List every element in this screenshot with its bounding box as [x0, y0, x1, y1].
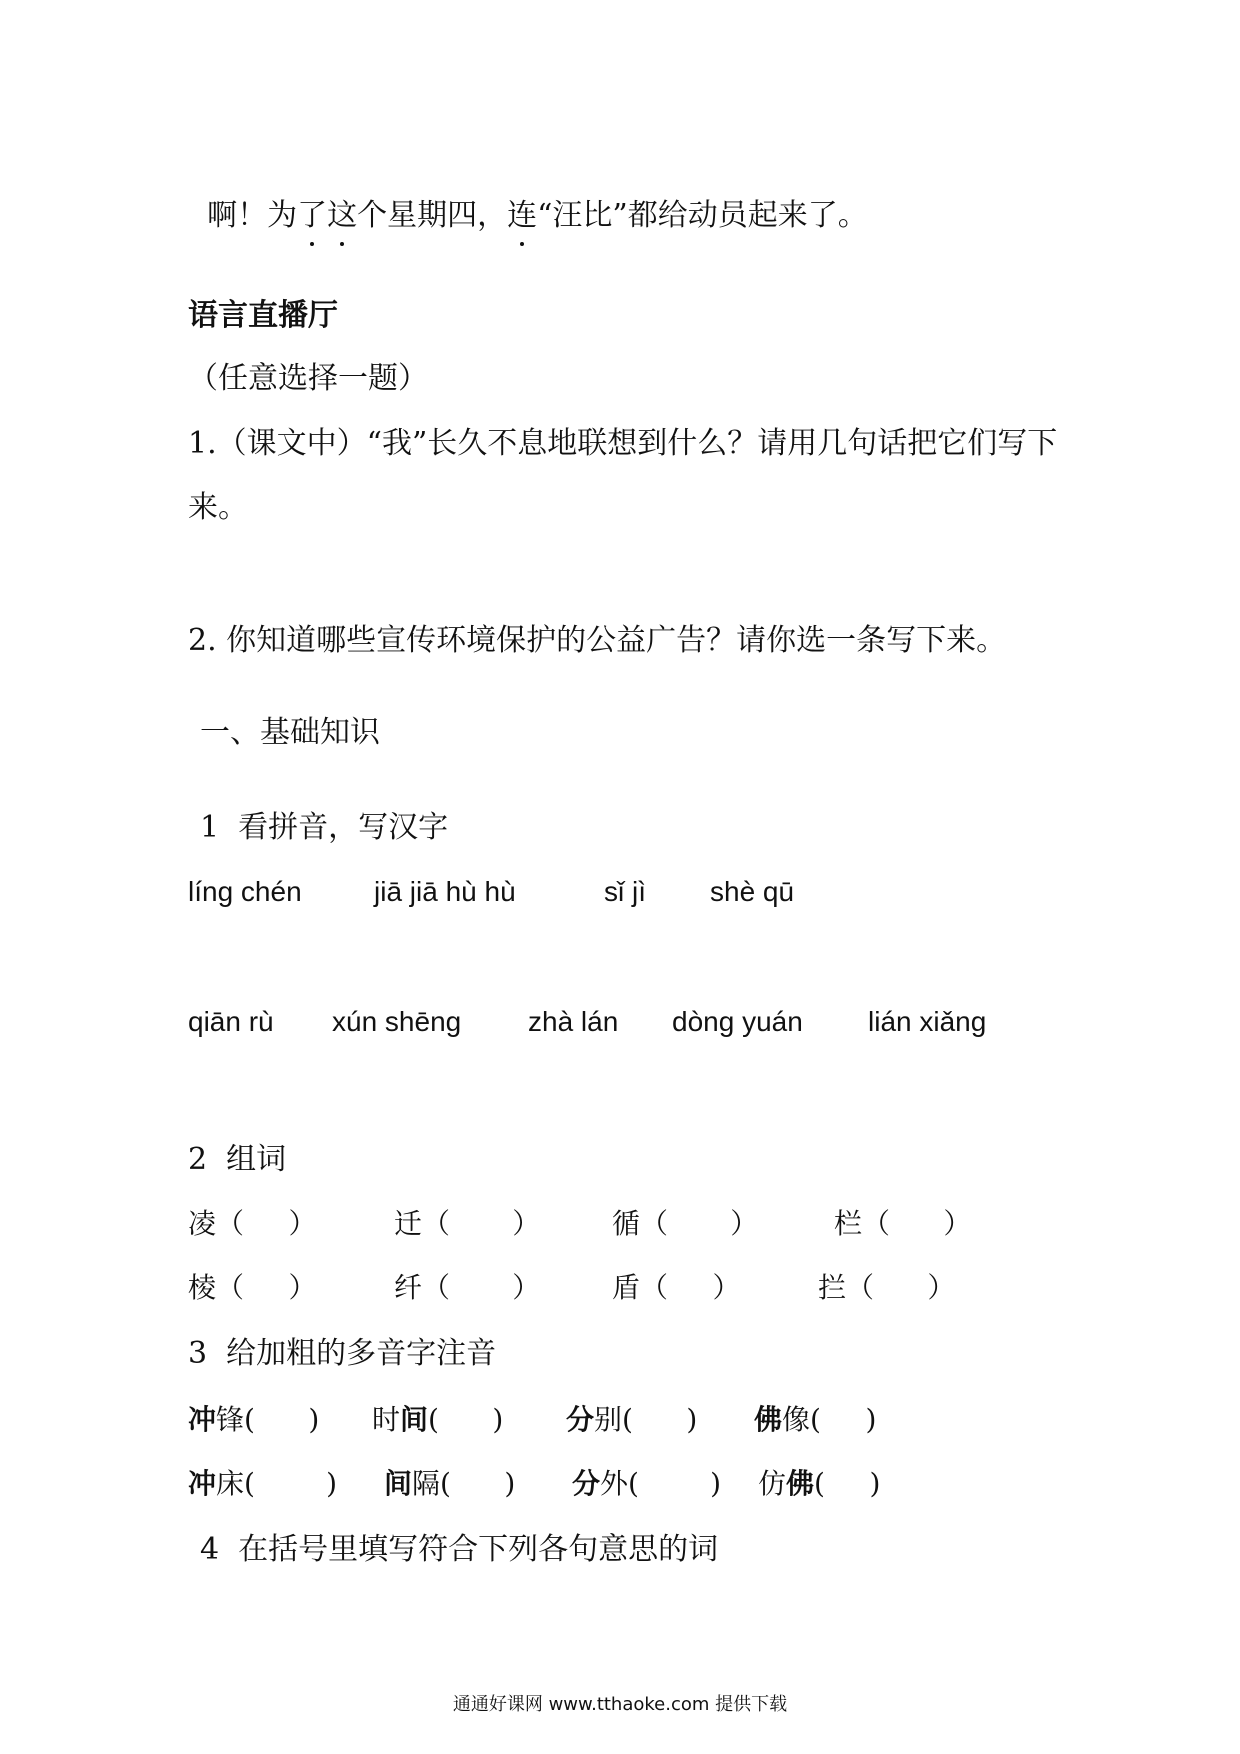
pinyin-item: sǐ jì — [604, 876, 646, 907]
choose-note: （任意选择一题） — [188, 361, 428, 396]
bold-char: 佛 — [754, 1403, 783, 1436]
bold-char: 分 — [572, 1467, 601, 1500]
poly-rest: 像( ) — [782, 1403, 877, 1436]
pinyin-item: jiā jiā hù hù — [374, 876, 516, 907]
poly-rest: 别( ) — [594, 1403, 698, 1436]
footer-credit: 通通好课网 www.tthaoke.com 提供下载 — [452, 1694, 788, 1715]
group-item: 拦（ ） — [818, 1271, 956, 1304]
section-title: 语言直播厅 — [188, 298, 338, 333]
poly-pre: 时 — [372, 1403, 401, 1436]
poly-item — [188, 1400, 319, 1440]
bold-char: 冲 — [188, 1403, 217, 1436]
bold-char: 间 — [400, 1403, 429, 1436]
poly-rest: 隔( ) — [412, 1467, 516, 1500]
task-1-title: 1 看拼音，写汉字 — [200, 810, 449, 845]
poly-rest: ( ) — [428, 1403, 504, 1436]
pinyin-item: dòng yuán — [672, 1006, 803, 1037]
poly-pre: 仿 — [758, 1467, 787, 1500]
pinyin-item: zhà lán — [528, 1006, 619, 1037]
poly-item — [572, 1464, 721, 1504]
question-1-line-1: 1.（课文中）“我”长久不息地联想到什么？请用几句话把它们写下 — [188, 426, 1058, 461]
dotted-char: 这 — [327, 196, 357, 236]
group-row-1 — [188, 1204, 1088, 1244]
poly-item — [384, 1464, 515, 1504]
group-item: 迁（ ） — [394, 1207, 541, 1240]
pinyin-row-1 — [188, 872, 1088, 912]
task-2-title: 2 组词 — [188, 1142, 287, 1177]
dotted-char: 连 — [507, 196, 537, 236]
bold-char: 间 — [384, 1467, 413, 1500]
poly-rest: ( ) — [814, 1467, 881, 1500]
poly-item — [754, 1400, 876, 1440]
question-1-line-2: 来。 — [188, 490, 248, 525]
intro-sentence — [188, 156, 868, 236]
task-3-title: 3 给加粗的多音字注音 — [188, 1336, 497, 1371]
pinyin-item: shè qū — [710, 876, 795, 907]
poly-item — [188, 1464, 337, 1504]
group-item: 循（ ） — [612, 1207, 759, 1240]
poly-rest: 床( ) — [216, 1467, 338, 1500]
poly-rest: 锋( ) — [216, 1403, 320, 1436]
poly-item — [372, 1400, 503, 1440]
basics-heading: 一、基础知识 — [200, 715, 380, 750]
bold-char: 冲 — [188, 1467, 217, 1500]
bold-char: 佛 — [786, 1467, 815, 1500]
intro-text-1: 啊！为 — [207, 198, 298, 233]
group-item: 凌（ ） — [188, 1207, 317, 1240]
intro-text-2: 个星期四， — [357, 198, 508, 233]
poly-row-1 — [188, 1400, 1088, 1440]
intro-text-3: “汪比”都给动员起来了。 — [537, 198, 868, 233]
poly-rest: 外( ) — [600, 1467, 722, 1500]
poly-item — [566, 1400, 697, 1440]
pinyin-item: qiān rù — [188, 1006, 274, 1037]
poly-item — [758, 1464, 880, 1504]
pinyin-row-2 — [188, 1002, 1088, 1042]
group-item: 栏（ ） — [834, 1207, 972, 1240]
pinyin-item: líng chén — [188, 876, 302, 907]
dotted-char: 了 — [297, 196, 327, 236]
pinyin-item: lián xiǎng — [868, 1006, 987, 1037]
group-row-2 — [188, 1268, 1088, 1308]
question-2: 2. 你知道哪些宣传环境保护的公益广告？请你选一条写下来。 — [188, 623, 1007, 658]
group-item: 纤（ ） — [394, 1271, 541, 1304]
pinyin-item: xún shēng — [332, 1006, 462, 1037]
task-4-title: 4 在括号里填写符合下列各句意思的词 — [200, 1532, 719, 1567]
bold-char: 分 — [566, 1403, 595, 1436]
poly-row-2 — [188, 1464, 1088, 1504]
group-item: 盾（ ） — [612, 1271, 741, 1304]
group-item: 棱（ ） — [188, 1271, 317, 1304]
